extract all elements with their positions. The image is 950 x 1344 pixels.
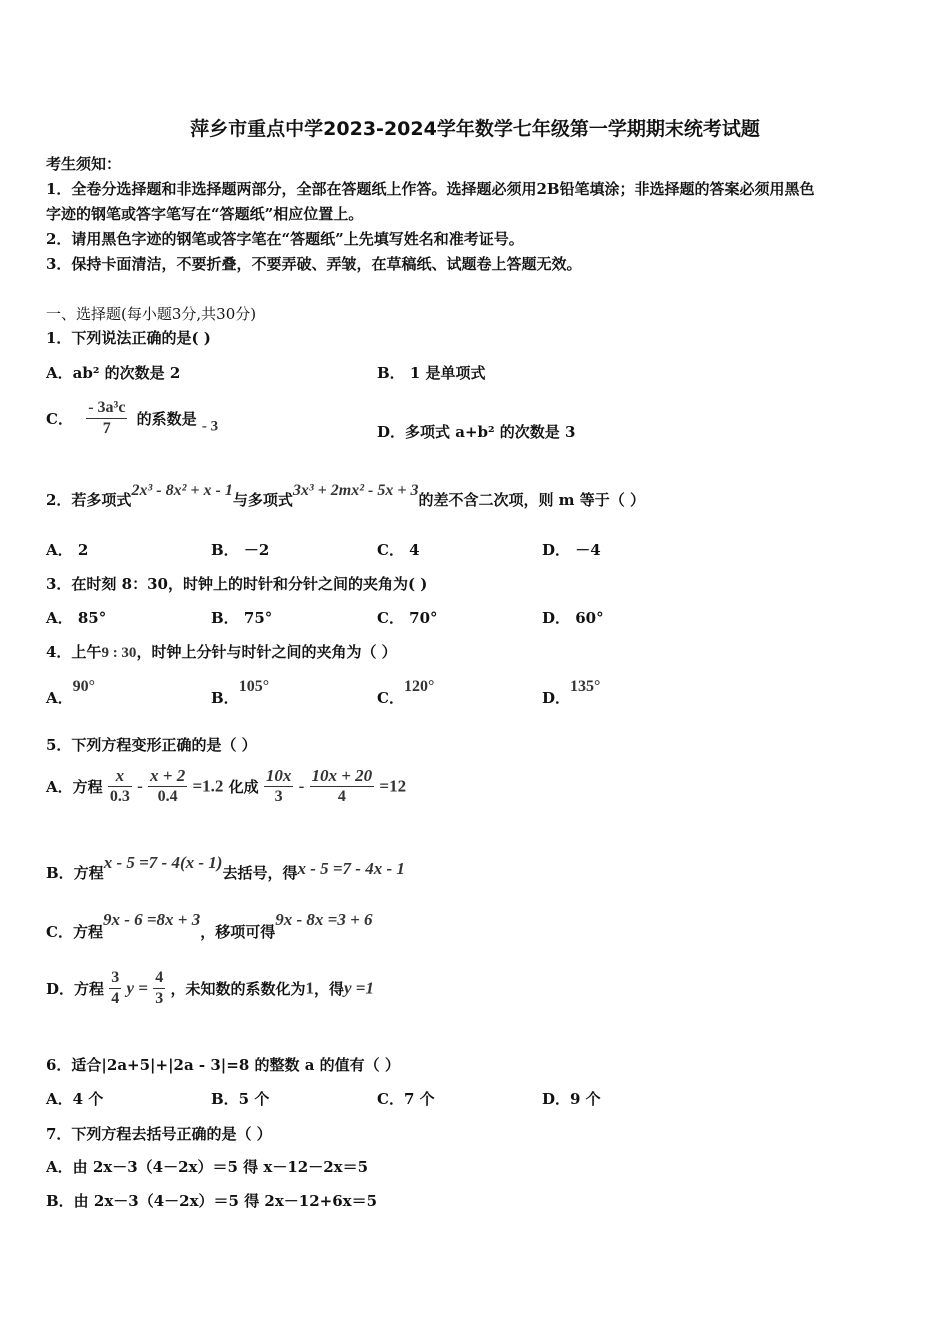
q4-d-label: D． <box>542 689 571 707</box>
q5-d-one: 1 <box>305 978 314 998</box>
q5-a-eq: =1.2 <box>192 776 224 796</box>
q1-option-b: B． 1 是单项式 <box>377 364 486 382</box>
q5-d-frac-1 <box>109 968 121 1009</box>
q5-c-eq-1: 9x - 6 =8x + 3 <box>102 910 201 929</box>
q5-a-eq-2: =12 <box>379 776 407 796</box>
q2-option-b: B． －2 <box>211 541 270 559</box>
q5-b-eq-2: x - 5 =7 - 4x - 1 <box>297 859 405 878</box>
q7-option-a: A．由 2x－3（4－2x）＝5 得 x－12－2x＝5 <box>46 1158 369 1176</box>
q5-b-mid: 去括号，得 <box>222 864 298 882</box>
q5-a-frac-2-num: x + 2 <box>150 766 186 785</box>
q3-option-b: B． 75° <box>211 609 273 627</box>
q5-option-d <box>46 968 374 1009</box>
q5-a-mid: 化成 <box>228 778 259 796</box>
q2-option-d: D． －4 <box>542 541 601 559</box>
q1-stem: 1．下列说法正确的是( ) <box>46 329 211 347</box>
q2-stem <box>46 481 645 510</box>
q5-d-frac-1-num: 3 <box>109 968 121 989</box>
notice-line-1a: 1．全卷分选择题和非选择题两部分，全部在答题纸上作答。选择题必须用2B铅笔填涂；非选择题的答案必须用黑色 <box>46 180 815 198</box>
section-heading: 一、选择题(每小题3分,共30分) <box>46 305 257 323</box>
q5-a-frac-1-den: 0.3 <box>109 788 130 805</box>
q5-b-eq-1: x - 5 =7 - 4(x - 1) <box>103 853 223 872</box>
q1-c-denominator: 7 <box>102 420 111 437</box>
q1-option-a <box>46 362 180 383</box>
q4-option-c <box>377 677 434 708</box>
q3-option-d: D． 60° <box>542 609 604 627</box>
q4-time: 9 : 30 <box>101 645 137 661</box>
q5-a-frac-1 <box>108 766 132 807</box>
q5-a-frac-3-den: 3 <box>274 788 283 805</box>
q5-d-mid-2: ，得 <box>313 980 344 998</box>
q5-c-mid: ，移项可得 <box>200 923 276 941</box>
q1-option-d: D．多项式 a+b² 的次数是 3 <box>377 423 576 441</box>
q1-option-c <box>46 398 218 439</box>
q2-option-a: A． 2 <box>46 541 89 559</box>
q1-c-label: C． <box>46 410 73 428</box>
q5-a-frac-3-num: 10x <box>265 766 292 785</box>
q4-a-label: A． <box>46 689 73 707</box>
notice-line-3: 3．保持卡面清洁，不要折叠，不要弄破、弄皱，在草稿纸、试题卷上答题无效。 <box>46 255 582 273</box>
q4-b-value: 105° <box>238 678 270 695</box>
notice-heading: 考生须知： <box>46 155 122 173</box>
q5-option-a: A．方程 $\frac{x}{0.3}$ - $\frac{x + 2}{0.4}$ =1.2 化成 $\frac{10x}{3}$ - $\frac{10x + 20}{4}$ =12 <box>46 766 407 805</box>
q5-b-label: B．方程 <box>46 864 104 882</box>
q1-c-fraction <box>86 398 127 439</box>
q1-c-value: - 3 <box>201 418 219 435</box>
q4-pre: 4．上午 <box>46 643 102 661</box>
q6-option-b: B．5 个 <box>211 1090 270 1108</box>
q4-stem <box>46 641 397 662</box>
q5-a-frac-2-den: 0.4 <box>157 788 178 805</box>
q6-option-c: C．7 个 <box>377 1090 435 1108</box>
q5-a-frac-4-num: 10x + 20 <box>311 766 373 785</box>
q2-mid: 与多项式 <box>232 491 293 509</box>
q5-d-y: y = <box>126 978 148 998</box>
q2-poly-2: 3x³ + 2mx² - 5x + 3 <box>292 482 419 499</box>
page-title: 萍乡市重点中学2023-2024学年数学七年级第一学期期末统考试题 <box>190 118 760 140</box>
q5-a-frac-2 <box>148 766 187 807</box>
q5-d-frac-2-den: 3 <box>155 990 164 1007</box>
q4-a-value: 90° <box>72 678 96 695</box>
q4-post: ，时钟上分针与时针之间的夹角为（ ） <box>136 643 397 661</box>
q2-poly-1: 2x³ - 8x² + x - 1 <box>131 482 233 499</box>
q5-d-eq: y =1 <box>343 978 374 998</box>
q3-stem: 3．在时刻 8：30，时钟上的时针和分针之间的夹角为( ) <box>46 575 428 593</box>
q4-b-label: B． <box>211 689 239 707</box>
q2-post: 的差不含二次项，则 m 等于（ ） <box>418 491 645 509</box>
q4-option-b <box>211 677 269 708</box>
q5-option-c <box>46 910 373 942</box>
q5-c-label: C．方程 <box>46 923 103 941</box>
q5-d-mid: ，未知数的系数化为 <box>170 980 306 998</box>
q6-stem: 6．适合|2a+5|+|2a - 3|=8 的整数 a 的值有（ ） <box>46 1056 400 1074</box>
q5-a-label: A．方程 <box>46 778 103 796</box>
q2-option-c: C． 4 <box>377 541 420 559</box>
q5-a-frac-4 <box>310 766 375 807</box>
q5-d-frac-2-num: 4 <box>153 968 165 989</box>
q1-a-text: ab² 的次数是 2 <box>72 364 181 382</box>
q4-option-d <box>542 677 600 708</box>
q7-stem: 7．下列方程去括号正确的是（ ） <box>46 1125 272 1143</box>
q5-d-frac-1-den: 4 <box>111 990 120 1007</box>
q2-pre: 2．若多项式 <box>46 491 132 509</box>
q3-option-c: C． 70° <box>377 609 438 627</box>
q4-option-a <box>46 677 95 708</box>
q6-option-d: D．9 个 <box>542 1090 601 1108</box>
q7-option-b: B．由 2x－3（4－2x）＝5 得 2x－12+6x＝5 <box>46 1192 378 1210</box>
q5-c-eq-2: 9x - 8x =3 + 6 <box>275 910 373 929</box>
notice-line-1b: 字迹的钢笔或答字笔写在“答题纸”相应位置上。 <box>46 205 364 223</box>
q4-c-value: 120° <box>403 678 435 695</box>
q5-d-frac-2 <box>153 968 165 1009</box>
q6-option-a: A．4 个 <box>46 1090 104 1108</box>
q4-d-value: 135° <box>570 678 601 695</box>
q5-d-label: D．方程 <box>46 980 105 998</box>
q1-c-numerator: - 3a³c <box>86 398 127 419</box>
q3-option-a: A． 85° <box>46 609 107 627</box>
q5-a-frac-4-den: 4 <box>337 788 346 805</box>
q1-c-text: 的系数是 <box>136 410 197 428</box>
q4-c-label: C． <box>377 689 404 707</box>
q5-stem: 5．下列方程变形正确的是（ ） <box>46 736 257 754</box>
q5-option-b <box>46 853 405 883</box>
q5-a-frac-1-num: x <box>108 766 132 787</box>
notice-line-2: 2．请用黑色字迹的钢笔或答字笔在“答题纸”上先填写姓名和准考证号。 <box>46 230 524 248</box>
q1-a-label: A． <box>46 364 73 382</box>
q5-a-frac-3 <box>264 766 294 807</box>
